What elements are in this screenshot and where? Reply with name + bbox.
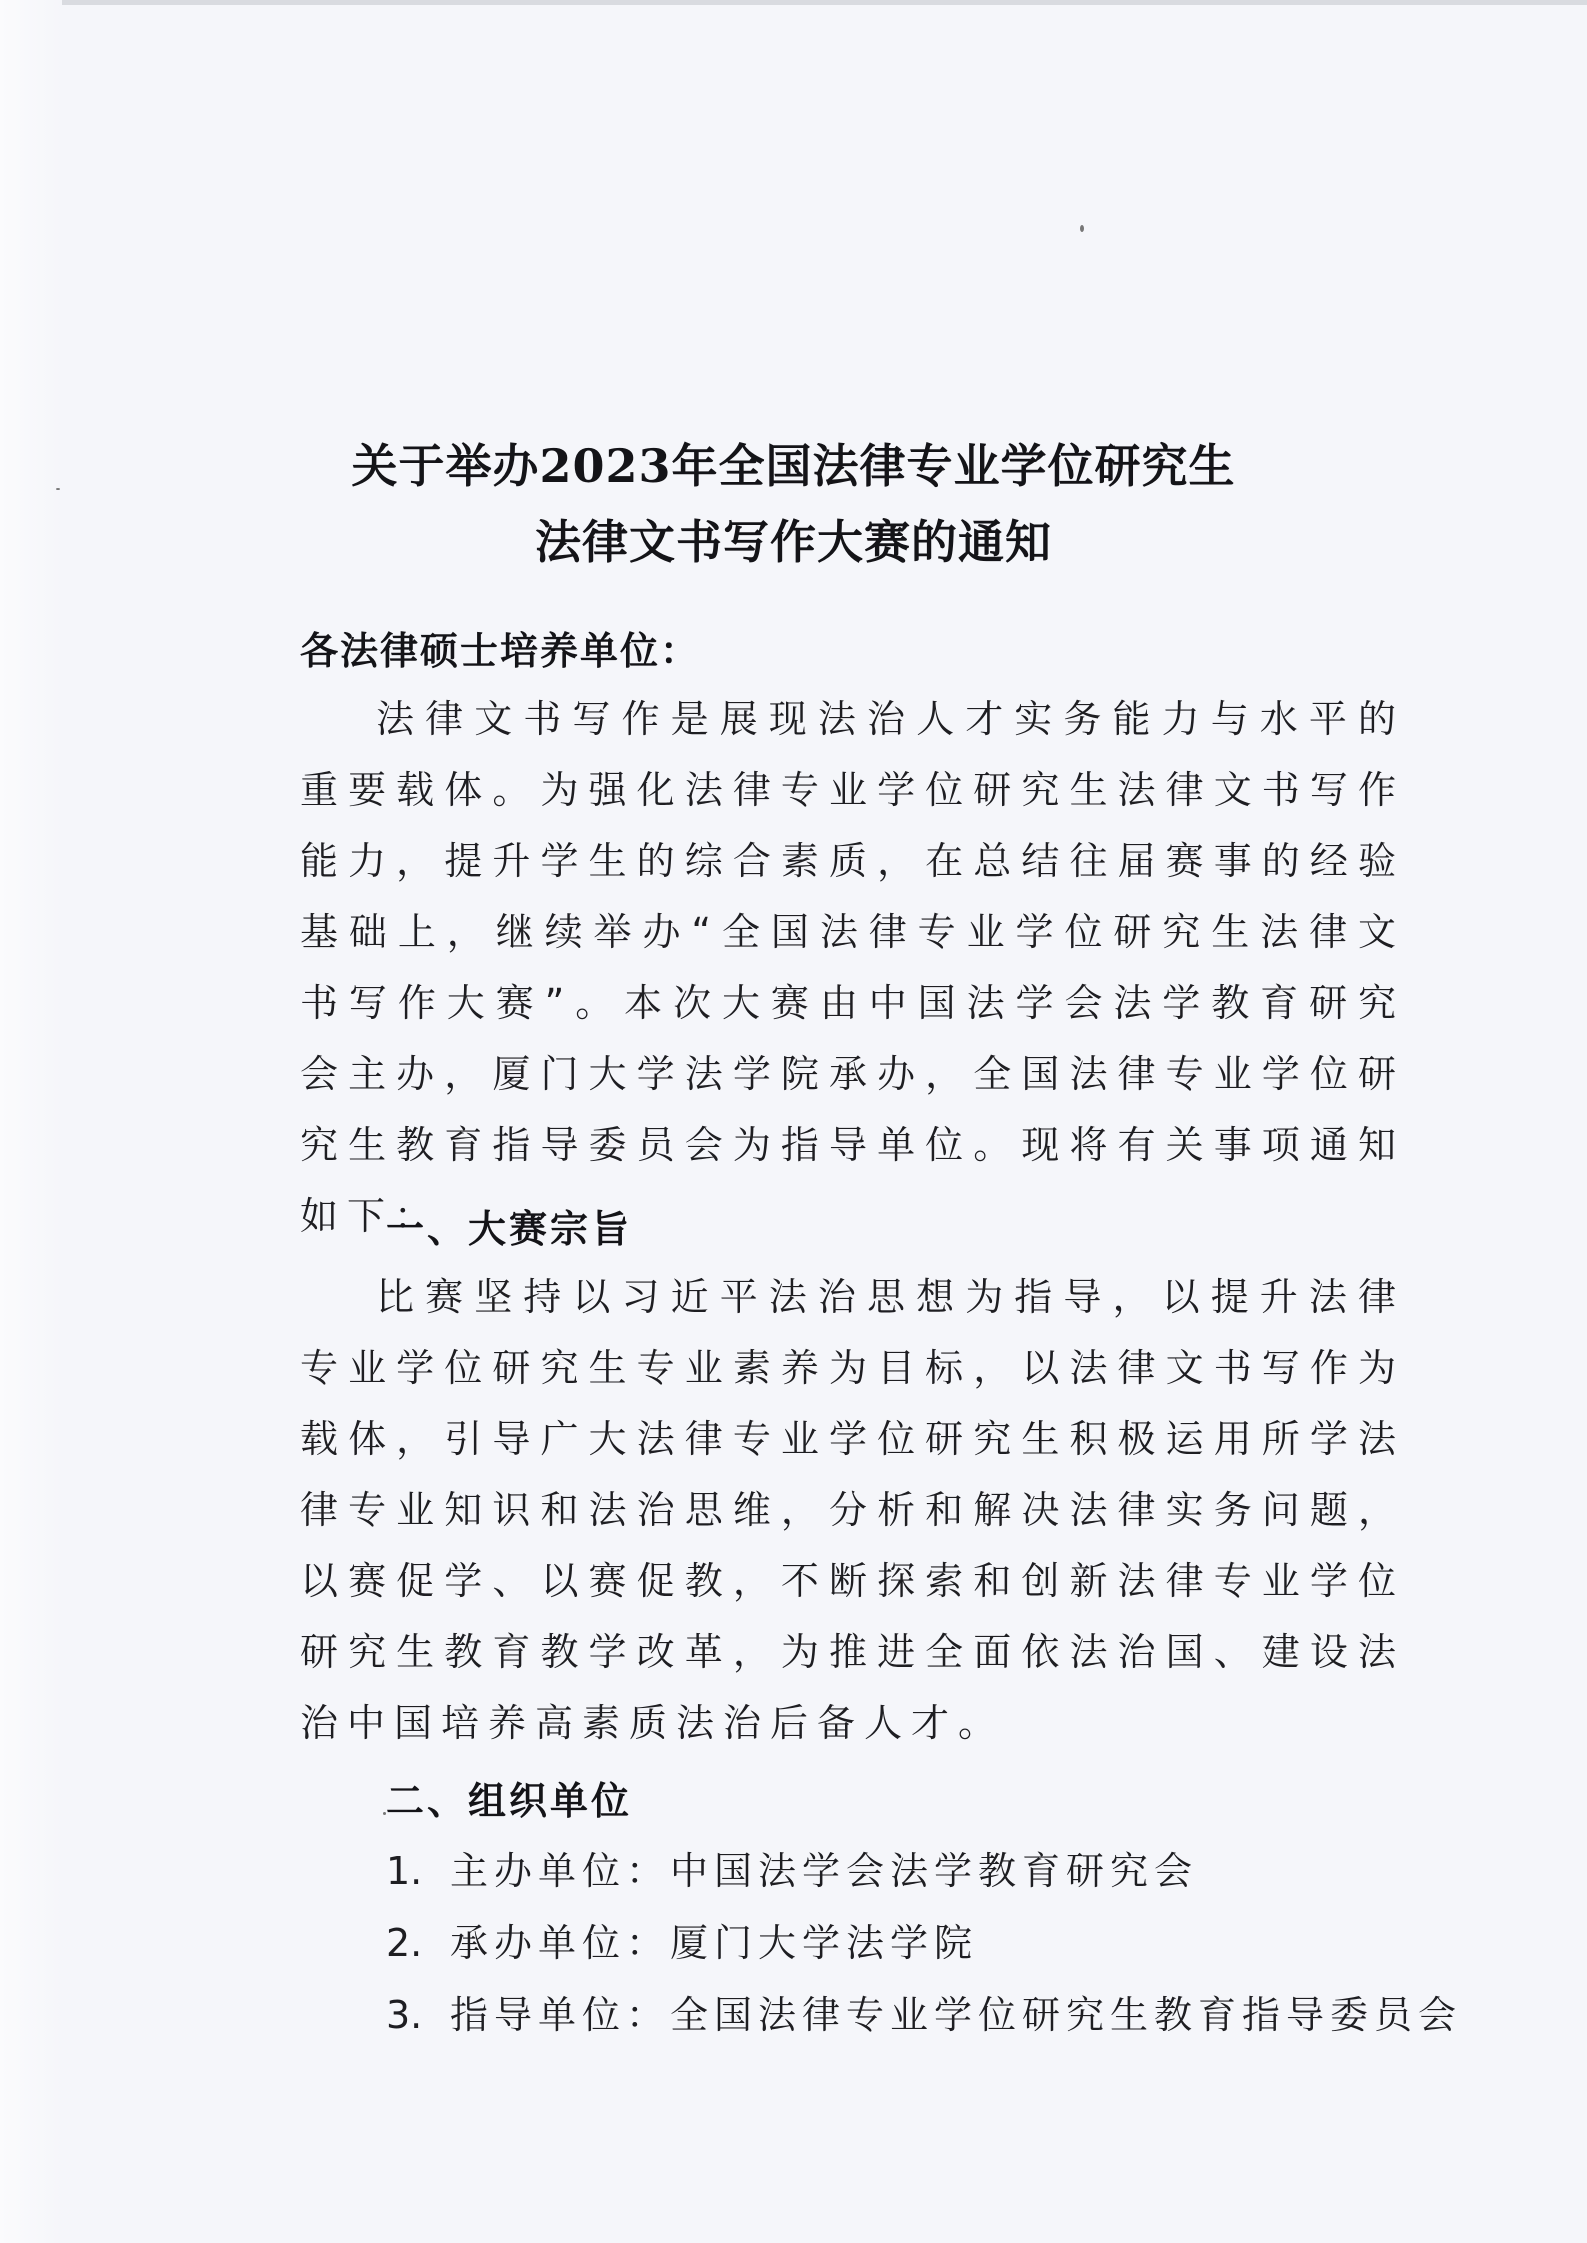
- org-list-item-text: 承办单位：厦门大学法学院: [450, 1921, 979, 1965]
- org-list-item: [386, 1840, 1198, 1895]
- intro-paragraph: 法律文书写作是展现法治人才实务能力与水平的重要载体。为强化法律专业学位研究生法律文书写作能力，提升学生的综合素质，在总结往届赛事的经验基础上，继续举办“全国法律专业学位研究生法律文书写作大赛”。本次大赛由中国法学会法学教育研究会主办，厦门大学法学院承办，全国法律专业学位研究生教育指导委员会为指导单位。现将有关事项通知如下：: [300, 697, 1405, 1238]
- org-list-item: [386, 1912, 978, 1967]
- org-list-item-number: 1.: [386, 1849, 423, 1893]
- org-list-item-text: 主办单位：中国法学会法学教育研究会: [450, 1849, 1199, 1893]
- section-1-heading: 一、大赛宗旨: [386, 1207, 633, 1251]
- org-list-item-number: 3.: [386, 1993, 423, 2037]
- org-list-item-text: 指导单位：全国法律专业学位研究生教育指导委员会: [450, 1993, 1463, 2037]
- section-2-heading: 二、组织单位: [386, 1779, 633, 1823]
- org-list-item: [386, 1984, 1462, 2039]
- scan-left-edge: [0, 0, 62, 2243]
- scan-top-edge: [0, 0, 1587, 5]
- section-1-paragraph: 比赛坚持以习近平法治思想为指导，以提升法律专业学位研究生专业素养为目标，以法律文书写作为载体，引导广大法律专业学位研究生积极运用所学法律专业知识和法治思维，分析和解决法律实务问题，以赛促学、以赛促教，不断探索和创新法律专业学位研究生教育教学改革，为推进全面依法治国、建设法治中国培养高素质法治后备人才。: [300, 1275, 1405, 1745]
- org-list-item-number: 2.: [386, 1921, 423, 1965]
- salutation: 各法律硕士培养单位：: [300, 629, 701, 673]
- document-title-line-2: 法律文书写作大赛的通知: [535, 515, 1052, 569]
- document-title-line-1: 关于举办2023年全国法律专业学位研究生: [351, 439, 1236, 493]
- scan-speck: [1080, 225, 1084, 232]
